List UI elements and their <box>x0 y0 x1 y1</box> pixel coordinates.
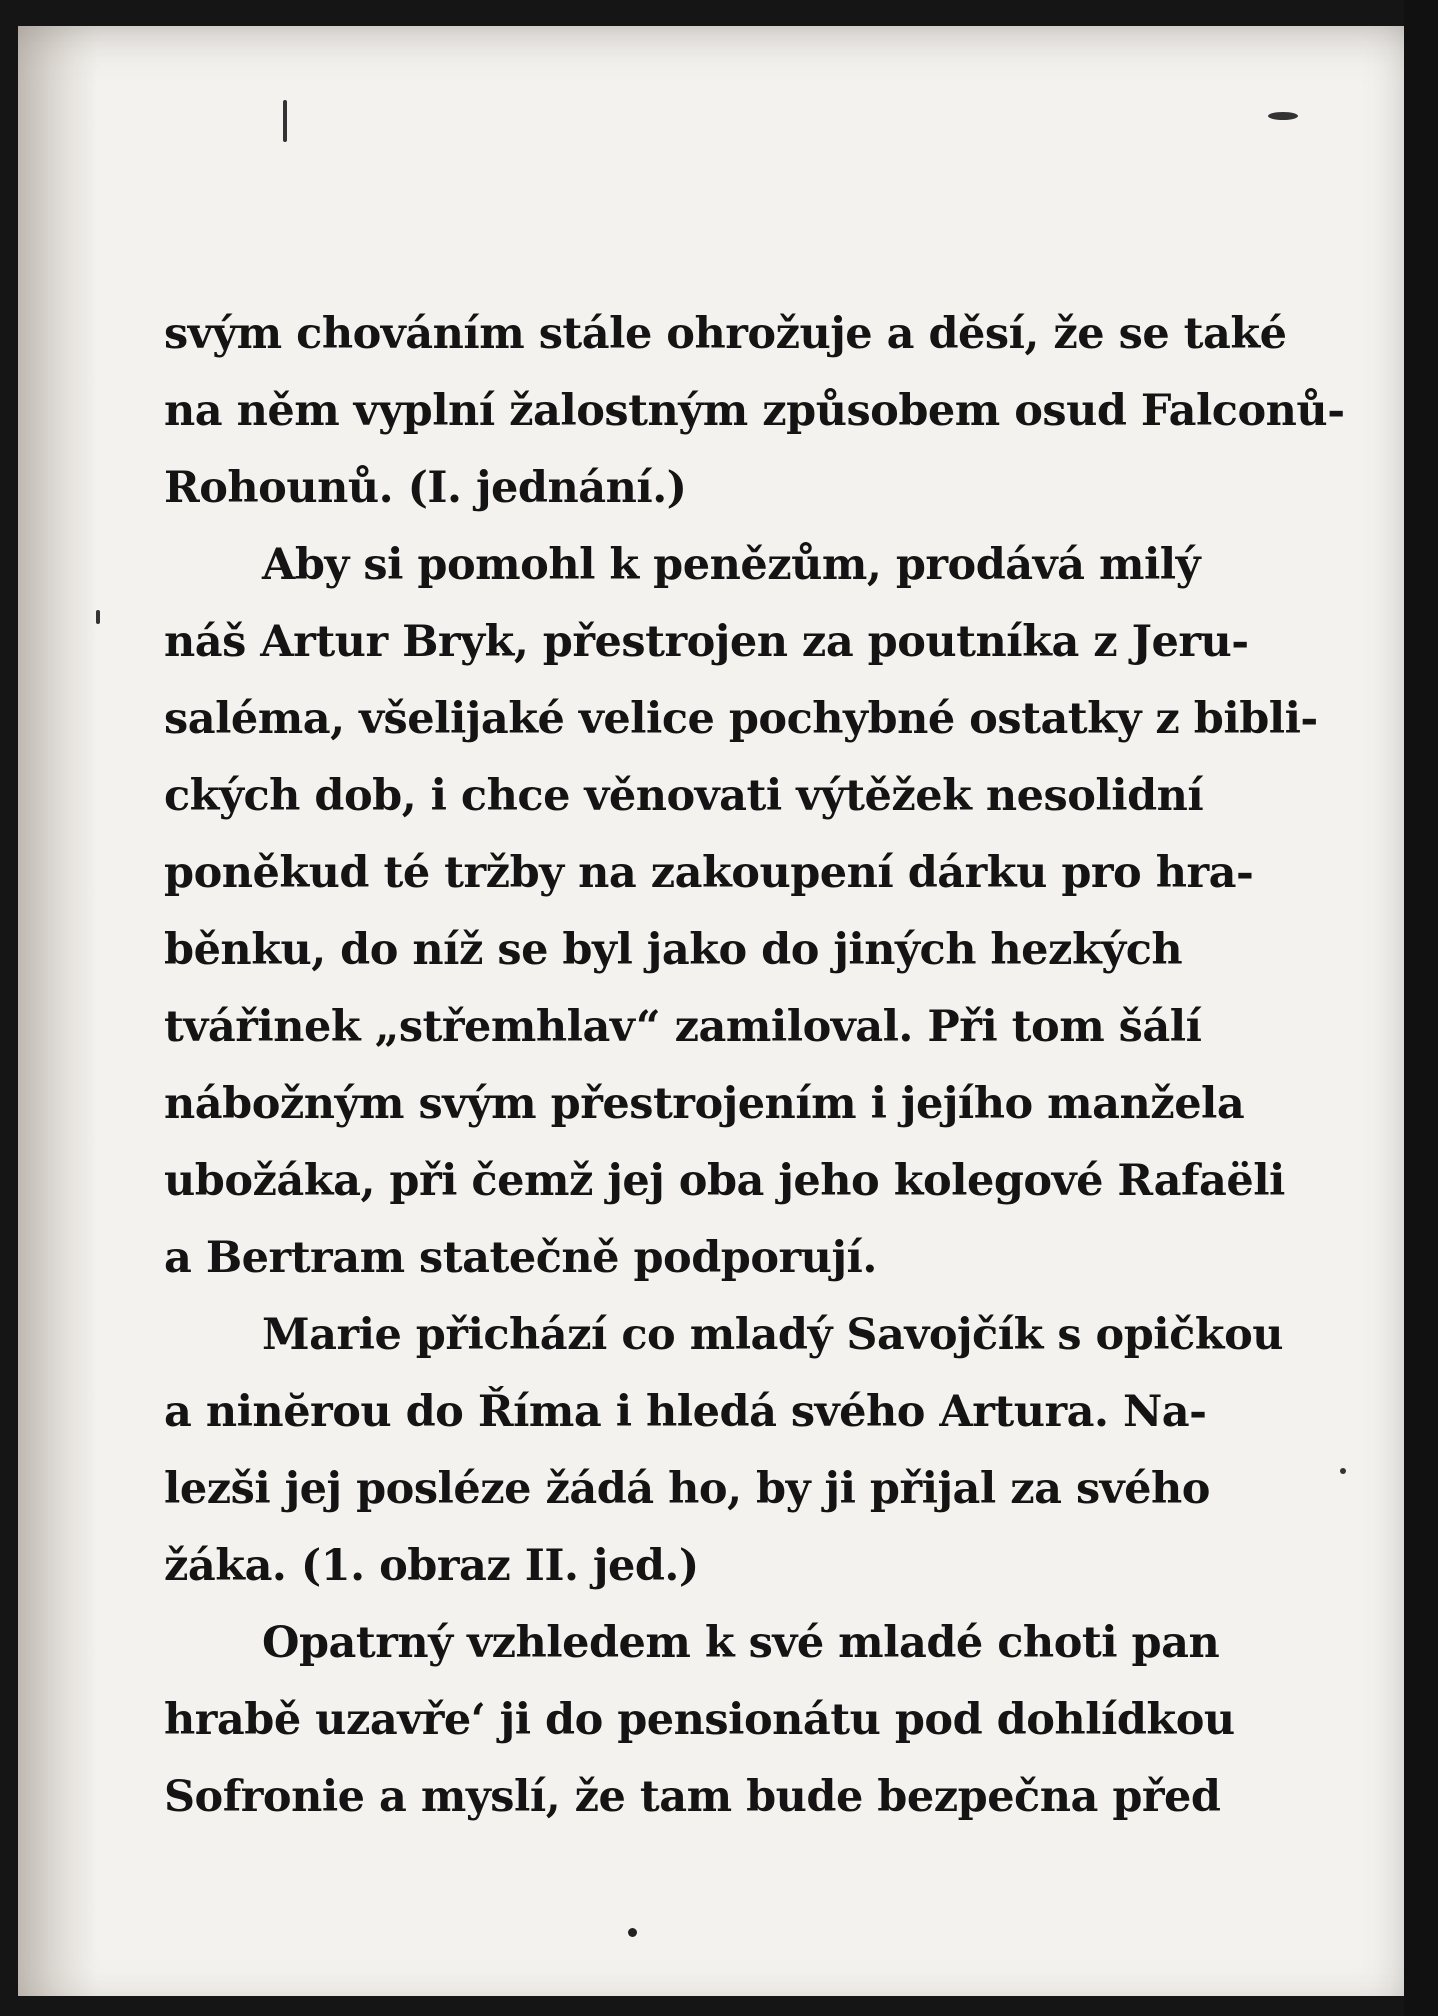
text-line: svým chováním stále ohrožuje a děsí, že se také <box>164 309 1287 359</box>
text-line: a Bertram statečně podporují. <box>164 1233 877 1283</box>
scan-speck <box>1340 1468 1346 1474</box>
text-line: Opatrný vzhledem k své mladé choti pan <box>262 1618 1220 1668</box>
text-line: lezši jej posléze žádá ho, by ji přijal za svého <box>164 1464 1210 1514</box>
text-line: Sofronie a myslí, že tam bude bezpečna před <box>164 1772 1221 1822</box>
text-line: Rohounů. (I. jednání.) <box>164 463 687 513</box>
scan-speck <box>283 100 287 142</box>
text-line: ckých dob, i chce věnovati výtěžek nesolidní <box>164 771 1204 821</box>
text-line: Aby si pomohl k penězům, prodává milý <box>262 540 1201 590</box>
text-line: saléma, všelijaké velice pochybné ostatky z bibli- <box>164 694 1318 744</box>
text-line: tvářinek „střemhlav“ zamiloval. Při tom šálí <box>164 1002 1202 1052</box>
scan-speck <box>1268 112 1298 120</box>
body-text <box>164 296 1345 1836</box>
text-line: náš Artur Bryk, přestrojen za poutníka z Jeru- <box>164 617 1249 667</box>
text-line: Marie přichází co mladý Savojčík s opičkou <box>262 1310 1284 1360</box>
page-gutter-shadow <box>18 26 98 1996</box>
text-line: na něm vyplní žalostným způsobem osud Falconů- <box>164 386 1345 436</box>
scan-speck <box>96 610 100 624</box>
text-line: hrabě uzavře‘ ji do pensionátu pod dohlídkou <box>164 1695 1235 1745</box>
page-right-edge <box>1404 0 1438 2016</box>
text-line: nábožným svým přestrojením i jejího manžela <box>164 1079 1245 1129</box>
text-line: ubožáka, při čemž jej oba jeho kolegové Rafaëli <box>164 1156 1285 1206</box>
page-folio-mark <box>628 1928 637 1937</box>
text-line: žáka. (1. obraz II. jed.) <box>164 1541 699 1591</box>
text-line: poněkud té tržby na zakoupení dárku pro hra- <box>164 848 1254 898</box>
text-line: a ninĕrou do Říma i hledá svého Artura. Na- <box>164 1387 1207 1437</box>
text-line: běnku, do níž se byl jako do jiných hezkých <box>164 925 1183 975</box>
